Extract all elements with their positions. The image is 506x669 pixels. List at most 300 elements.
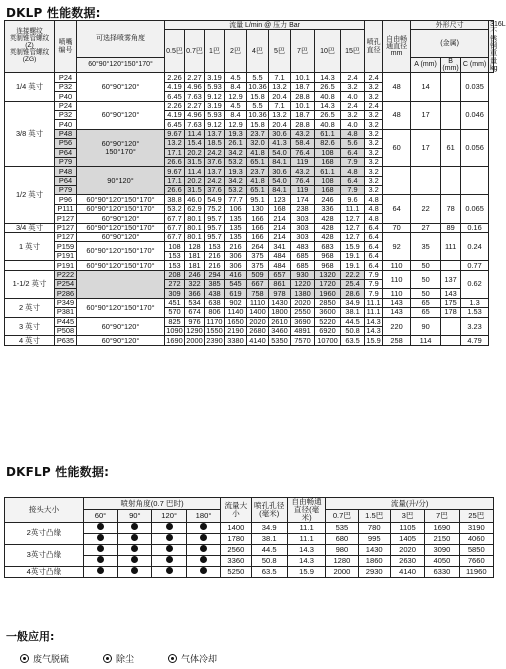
filled-dot-icon (200, 523, 207, 530)
table-cell: 153 (205, 242, 225, 251)
dkflp-performance-table (4, 497, 494, 578)
table-cell: 0.056 (461, 129, 489, 167)
table-cell: 108 (315, 176, 341, 185)
table-cell: 70 (383, 223, 411, 232)
table-cell: 12.7 (341, 233, 365, 242)
angle-available-cell (83, 544, 117, 555)
table-cell: 166 (247, 233, 269, 242)
table-cell: 65.1 (247, 157, 269, 166)
t2-header-p3: 7巴 (425, 510, 459, 522)
table-cell (441, 261, 461, 270)
table-cell: 2150 (425, 533, 459, 544)
table-cell: 4.79 (461, 336, 489, 345)
table-cell: 902 (225, 298, 247, 307)
table-cell: 3190 (459, 522, 493, 533)
angle-available-cell (83, 533, 117, 544)
table-cell: 67.7 (165, 223, 185, 232)
table-cell: 9.67 (165, 129, 185, 138)
table-cell: 7.63 (185, 92, 205, 101)
table-cell: 84.1 (269, 157, 291, 166)
application-item: 气体冷却 (168, 652, 217, 665)
table-cell: 60°90°120° (77, 73, 165, 101)
table-cell: 3.2 (341, 82, 365, 91)
table-cell: 1/4 英寸 (5, 73, 55, 101)
table-cell: 15.9 (287, 566, 325, 577)
t2-header-angle-180: 180° (186, 510, 220, 522)
header-flow: 流量 L/min @ 压力 Bar (165, 21, 365, 30)
table-cell: 4140 (390, 566, 424, 577)
angle-available-cell (186, 566, 220, 577)
table-cell: 208 (165, 270, 185, 279)
table-cell: 11.1 (341, 204, 365, 213)
table-cell (383, 167, 411, 195)
t2-header-passage: 自由畅通直径(毫米) (287, 498, 325, 523)
filled-dot-icon (97, 534, 104, 541)
table-cell: 65 (411, 308, 441, 317)
table-cell: 806 (205, 308, 225, 317)
table-cell: 22 (411, 195, 441, 223)
table-cell: 322 (185, 280, 205, 289)
table-cell: 0.065 (461, 195, 489, 223)
table-cell: 438 (205, 289, 225, 298)
table-cell: 10.1 (291, 73, 315, 82)
table-cell (441, 317, 461, 336)
table-cell: 111 (441, 233, 461, 261)
table-cell: 25.4 (341, 280, 365, 289)
table-cell: 1140 (225, 308, 247, 317)
table-cell: 619 (225, 289, 247, 298)
table-cell: 60°90°120° (77, 336, 165, 345)
table-cell: P635 (55, 336, 77, 345)
table-cell: 65.1 (247, 186, 269, 195)
table-cell: 3.2 (365, 176, 383, 185)
table-cell: 3460 (269, 326, 291, 335)
table-cell: 64 (383, 195, 411, 223)
table-cell: 60°90°120° 150°170° (77, 129, 165, 167)
table-cell: 54.0 (269, 176, 291, 185)
table-cell: 366 (185, 289, 205, 298)
table-cell: 9.12 (205, 92, 225, 101)
table-cell: 1110 (247, 298, 269, 307)
table-cell: 3.2 (365, 92, 383, 101)
angle-available-cell (118, 566, 152, 577)
table-cell: 76.4 (291, 148, 315, 157)
table-cell: 50 (411, 261, 441, 270)
table-cell: 2.26 (165, 101, 185, 110)
table-cell: 12.7 (341, 214, 365, 223)
table-cell: 58.4 (291, 139, 315, 148)
table-cell: 60°90°120°150°170° (77, 223, 165, 232)
table-cell: 214 (269, 223, 291, 232)
table-cell: 166 (247, 214, 269, 223)
table-cell: 50.8 (251, 555, 287, 566)
table-cell: 54.0 (269, 148, 291, 157)
table-cell: 27 (411, 223, 441, 232)
table-cell: 15.8 (247, 92, 269, 101)
angle-available-cell (83, 522, 117, 533)
table-cell: 6.4 (341, 176, 365, 185)
table-cell: 7.63 (185, 120, 205, 129)
table-cell: 17 (411, 129, 441, 167)
table-cell: 14.3 (315, 101, 341, 110)
table-cell: 11.1 (287, 522, 325, 533)
table-cell (441, 73, 461, 101)
table-cell: 67.7 (165, 233, 185, 242)
header-orifice: 喷孔直径 (365, 21, 383, 73)
table-cell: 28.8 (291, 92, 315, 101)
table-cell: 38.1 (341, 308, 365, 317)
table-cell: 13.2 (269, 110, 291, 119)
table-cell: 19.3 (225, 167, 247, 176)
header-passage: 自由畅通直径mm (383, 21, 411, 73)
table-cell: 0.035 (461, 73, 489, 101)
table-cell: 535 (326, 522, 358, 533)
table-cell: 385 (205, 280, 225, 289)
table-cell: 63.5 (251, 566, 287, 577)
table-cell: 119 (291, 186, 315, 195)
table-cell: 246 (315, 195, 341, 204)
table-cell: 44.5 (341, 317, 365, 326)
table-cell: 114 (411, 336, 441, 345)
dkflp-title: DKFLP 性能数据: (6, 465, 110, 479)
table-cell: 1550 (206, 326, 223, 336)
table-cell: 3.19 (205, 101, 225, 110)
table-cell: 78 (441, 195, 461, 223)
applications-list (20, 652, 217, 665)
table-cell: 683 (315, 242, 341, 251)
table-cell: 483 (291, 242, 315, 251)
table-cell: 178 (441, 308, 461, 317)
filled-dot-icon (200, 567, 207, 574)
table-cell: 4060 (459, 533, 493, 544)
table-cell: 428 (315, 214, 341, 223)
table-cell: 46.0 (185, 195, 205, 204)
table-cell: 7.9 (365, 270, 383, 279)
table-cell: 18.5 (205, 139, 225, 148)
table-cell: 4.96 (185, 110, 205, 119)
header-dim-b: B (mm) (442, 57, 459, 73)
table-cell: 6.4 (365, 223, 383, 232)
table-cell: 2930 (358, 566, 390, 577)
table-cell: 1.53 (461, 308, 489, 317)
table-cell: 4英寸凸缘 (5, 566, 84, 577)
bullet-circle-icon (103, 654, 112, 663)
table-cell: 17 (411, 101, 441, 129)
header-p3: 2巴 (225, 30, 247, 73)
table-cell: 6.45 (165, 92, 185, 101)
t2-header-p1: 1.5巴 (358, 510, 390, 522)
table-cell: 175 (441, 298, 461, 307)
table-cell: 92 (383, 233, 411, 261)
table-cell: 667 (247, 280, 269, 289)
table-cell: 214 (269, 214, 291, 223)
table-cell: 4.8 (341, 129, 365, 138)
table-cell: 10.36 (248, 110, 267, 120)
table-cell: 930 (291, 270, 315, 279)
table-cell: 2190 (225, 326, 247, 335)
table-cell: 1860 (358, 555, 390, 566)
header-p1: 0.7巴 (185, 30, 205, 73)
table-cell: P127 (55, 223, 77, 232)
angle-available-cell (118, 533, 152, 544)
table-cell: 135 (225, 223, 247, 232)
table-cell: 1690 (166, 335, 183, 345)
table-cell: 1405 (390, 533, 424, 544)
table-cell: 657 (269, 270, 291, 279)
table-cell: 37.6 (205, 157, 225, 166)
table-cell: 2.27 (185, 73, 205, 82)
table-cell: 48 (383, 101, 411, 129)
dklp-performance-table (4, 20, 506, 346)
table-cell: 861 (269, 280, 291, 289)
table-cell: 60 (383, 129, 411, 167)
table-cell: 303 (291, 233, 315, 242)
table-cell: 26.6 (165, 186, 185, 195)
table-cell: 60°90°120° (77, 317, 165, 336)
angle-available-cell (118, 544, 152, 555)
header-p0: 0.5巴 (165, 30, 185, 73)
table-cell: 3380 (225, 336, 247, 345)
table-cell: 451 (165, 298, 185, 307)
table-cell: 7570 (291, 336, 315, 345)
table-row (5, 270, 494, 279)
table-cell: 40.8 (315, 120, 341, 129)
table-cell: 11.1 (365, 298, 383, 307)
filled-dot-icon (97, 545, 104, 552)
table-cell: 6.45 (165, 120, 185, 129)
table-cell: 110 (383, 270, 411, 289)
table-cell: 61.1 (315, 167, 341, 176)
table-cell: 5.5 (247, 101, 269, 110)
table-cell: 2.27 (185, 101, 205, 110)
table-cell: 1220 (291, 280, 315, 289)
table-cell: 294 (205, 270, 225, 279)
table-cell: P445 (55, 317, 77, 326)
table-cell: 1290 (186, 326, 203, 336)
table-cell: 416 (225, 270, 247, 279)
table-cell: 50 (411, 270, 441, 289)
table-cell: 31.5 (185, 157, 205, 166)
table-cell: 80.1 (185, 223, 205, 232)
table-cell: 15.8 (247, 120, 269, 129)
table-cell: 220 (383, 317, 411, 336)
table-cell: 32.0 (247, 139, 269, 148)
table-cell (441, 336, 461, 345)
table-cell: 153 (165, 261, 185, 270)
table-cell: 0.16 (461, 223, 489, 232)
header-model: 喷嘴编号 (55, 21, 77, 73)
angle-available-cell (152, 533, 186, 544)
table-cell: 968 (315, 261, 341, 270)
filled-dot-icon (131, 567, 138, 574)
table-cell: P381 (55, 308, 77, 317)
table-cell: 9.12 (205, 120, 225, 129)
table-cell: 7.1 (269, 73, 291, 82)
table-cell: 22.2 (341, 270, 365, 279)
table-cell: 428 (315, 223, 341, 232)
table-cell: 17.1 (165, 148, 185, 157)
filled-dot-icon (131, 545, 138, 552)
t2-header-angle-120: 120° (152, 510, 186, 522)
t2-header-flow: 流量(升/分) (326, 498, 494, 510)
table-cell: 2英寸凸缘 (5, 522, 84, 544)
filled-dot-icon (200, 534, 207, 541)
table-cell: 1-1/2 英寸 (5, 270, 55, 298)
table-cell: 95.7 (205, 223, 225, 232)
filled-dot-icon (97, 567, 104, 574)
table-cell: 168 (269, 204, 291, 213)
header-p4: 4巴 (247, 30, 269, 73)
table-cell: 60°90°120°150°170° (77, 261, 165, 270)
table-cell: 0.046 (461, 101, 489, 129)
table-cell: 28.8 (291, 120, 315, 129)
table-cell: 10.1 (291, 101, 315, 110)
header-angle-sub: 60°90°120°150°170° (77, 57, 165, 73)
table-cell: 30.6 (269, 129, 291, 138)
table-cell: 4.19 (165, 82, 185, 91)
table-cell: 119 (291, 157, 315, 166)
table-cell: 272 (165, 280, 185, 289)
table-cell: 2850 (315, 298, 341, 307)
table-cell: 128 (185, 242, 205, 251)
table-cell: 3.2 (365, 120, 383, 129)
table-row (5, 233, 494, 242)
table-cell: 4.5 (225, 73, 247, 82)
table-cell: 44.5 (251, 544, 287, 555)
table-cell: 375 (247, 261, 269, 270)
table-cell: 309 (165, 289, 185, 298)
table-cell: 41.8 (247, 176, 269, 185)
table-cell: 26.5 (315, 110, 341, 119)
table-cell: 108 (315, 148, 341, 157)
table-cell (77, 270, 165, 298)
table-cell: 685 (291, 261, 315, 270)
table-cell (5, 261, 55, 270)
table-cell: 3.2 (365, 82, 383, 91)
t2-header-angle-90: 90° (118, 510, 152, 522)
table-cell: 968 (315, 251, 341, 260)
table-cell: 181 (185, 261, 205, 270)
table-cell: P222 (55, 270, 77, 279)
table-cell: 174 (291, 195, 315, 204)
dklp-title: DKLP 性能数据: (6, 6, 101, 20)
table-row (5, 298, 494, 307)
table-cell: P40 (55, 120, 77, 129)
table-cell: 1105 (390, 522, 424, 533)
table-cell: P24 (55, 73, 77, 82)
table-cell: 484 (269, 251, 291, 260)
table-cell: 14.3 (366, 316, 381, 326)
table-cell: 123 (269, 195, 291, 204)
table-cell: 306 (225, 251, 247, 260)
angle-available-cell (152, 566, 186, 577)
table-cell: P111 (55, 204, 77, 213)
table-cell: 306 (225, 261, 247, 270)
table-cell: 53.2 (165, 204, 185, 213)
table-cell: 13.2 (165, 139, 185, 148)
filled-dot-icon (131, 534, 138, 541)
table-cell: 1780 (221, 533, 251, 544)
table-cell: 24.2 (205, 148, 225, 157)
table-cell: 60°90°120° (77, 101, 165, 129)
table-cell: 2.4 (341, 73, 365, 82)
table-cell: 5.93 (205, 110, 225, 119)
table-cell: 303 (291, 214, 315, 223)
table-cell: 6330 (425, 566, 459, 577)
table-cell: 14.3 (287, 544, 325, 555)
table-cell: 77.7 (225, 195, 247, 204)
table-cell: 4.0 (341, 120, 365, 129)
table-cell: 3.2 (365, 148, 383, 157)
table-cell: 8.4 (225, 82, 247, 91)
table-cell: 2.4 (365, 101, 383, 110)
table-cell: 14 (411, 73, 441, 101)
header-p2: 1巴 (205, 30, 225, 73)
table-row (5, 544, 494, 555)
header-dims-sub: (金属) (411, 30, 489, 57)
t2-header-p0: 0.7巴 (326, 510, 358, 522)
table-cell: 106 (225, 204, 247, 213)
table-cell: 341 (269, 242, 291, 251)
table-cell: 5.5 (247, 73, 269, 82)
table-cell: 75.2 (205, 204, 225, 213)
table-cell: 18.7 (291, 82, 315, 91)
table-cell: 303 (291, 223, 315, 232)
table-cell: 2.4 (341, 101, 365, 110)
table-cell: 166 (247, 223, 269, 232)
table-cell: 13.2 (269, 82, 291, 91)
filled-dot-icon (97, 556, 104, 563)
filled-dot-icon (200, 545, 207, 552)
table-cell: 12.9 (225, 92, 247, 101)
table-cell: P79 (55, 186, 77, 195)
table-cell: 26.6 (165, 157, 185, 166)
table-cell: 168 (315, 186, 341, 195)
table-cell: 1960 (315, 289, 341, 298)
table-cell: 14.3 (315, 73, 341, 82)
angle-available-cell (152, 522, 186, 533)
table-cell: 62.9 (185, 204, 205, 213)
table-row (5, 223, 494, 232)
table-cell: 20.2 (185, 176, 205, 185)
table-cell: 509 (247, 270, 269, 279)
angle-available-cell (83, 555, 117, 566)
table-cell: 34.2 (225, 148, 247, 157)
filled-dot-icon (131, 556, 138, 563)
table-cell: 43.2 (291, 167, 315, 176)
table-cell: 545 (225, 280, 247, 289)
table-cell: 4.8 (365, 214, 383, 223)
table-cell: 65 (411, 298, 441, 307)
table-cell: 14.3 (366, 326, 381, 336)
table-cell: P191 (55, 251, 77, 260)
table-cell: P24 (55, 101, 77, 110)
table-cell: 153 (165, 251, 185, 260)
table-cell: 2610 (269, 317, 291, 326)
table-cell: 168 (315, 157, 341, 166)
angle-available-cell (186, 555, 220, 566)
table-cell: 11.1 (365, 308, 383, 317)
table-cell: P127 (55, 214, 77, 223)
table-cell: 76.4 (291, 176, 315, 185)
table-cell: 3英寸凸缘 (5, 544, 84, 566)
table-cell: P127 (55, 233, 77, 242)
table-cell: 130 (247, 204, 269, 213)
table-cell: 3.23 (461, 317, 489, 336)
table-cell: 15.9 (366, 335, 381, 345)
table-cell: 2390 (206, 335, 223, 345)
table-cell: 84.1 (269, 186, 291, 195)
